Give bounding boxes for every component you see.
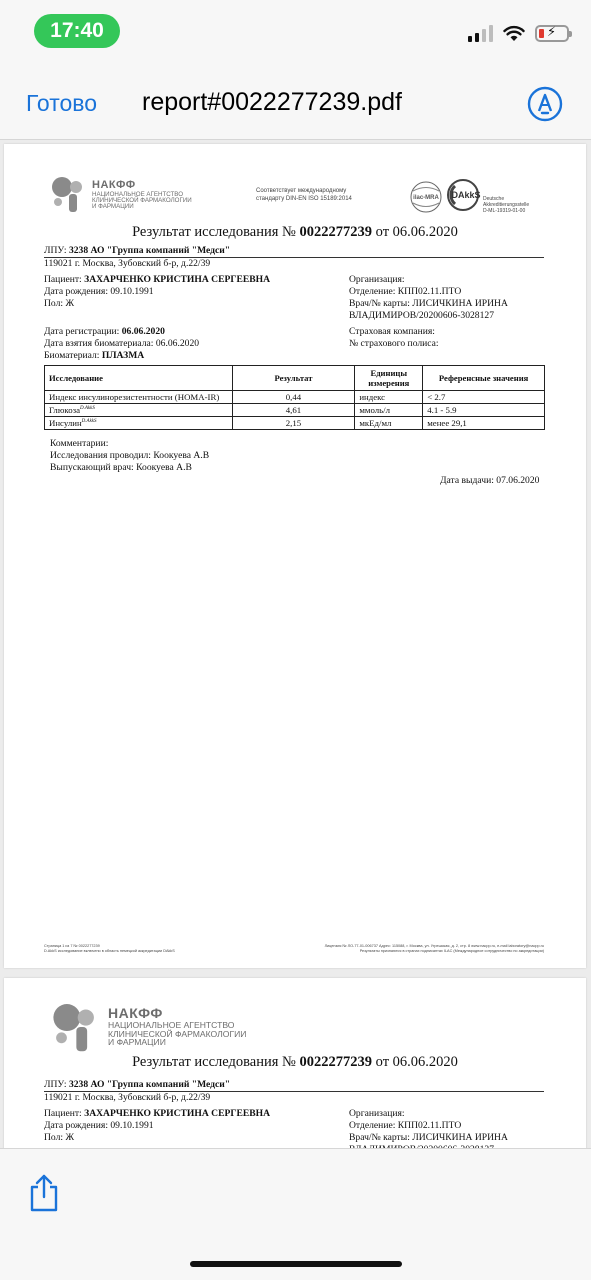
table-header-row: [45, 366, 545, 391]
test-units: мкЕд/мл: [355, 417, 423, 430]
biomaterial-label: Биоматериал:: [44, 350, 100, 361]
insurance-company: Страховая компания:: [349, 326, 435, 337]
lab-logo-icon: [48, 1000, 102, 1054]
department: Отделение: КПП02.11.ПТО: [349, 1120, 462, 1131]
pdf-viewer[interactable]: [0, 140, 591, 1148]
comments-label: Комментарии:: [50, 438, 109, 449]
accreditation-note: [256, 188, 366, 204]
patient-label: Пациент:: [44, 1108, 82, 1119]
column-header: Исследование: [45, 366, 233, 391]
birth-date: Дата рождения: 09.10.1991: [44, 286, 154, 297]
patient-sex: Пол: Ж: [44, 298, 75, 309]
ilac-mra-label: ilac-MRA: [413, 195, 439, 201]
footer-page-number: Страница 1 из 7 № 0022277239: [44, 944, 100, 948]
test-units: ммоль/л: [355, 404, 423, 417]
navigation-bar: [0, 62, 591, 140]
test-reference: менее 29,1: [423, 417, 545, 430]
status-bar: [0, 0, 591, 62]
report-number: 0022277239: [299, 224, 373, 240]
accreditation-line: стандарту DIN-EN ISO 15189:2014: [256, 195, 352, 202]
test-result: 4,61: [232, 404, 355, 417]
footer-accreditation-note: D.AkkS исследование включено в область немецкой аккредитации DAkkS: [44, 949, 175, 954]
patient-line: [44, 275, 270, 286]
markup-pen-icon[interactable]: [527, 86, 563, 122]
organization-label: Организация:: [349, 1108, 405, 1119]
table-row: [45, 404, 545, 417]
registration-date: [44, 327, 165, 338]
dakks-label: DAkkS: [451, 190, 481, 200]
bottom-toolbar: [0, 1148, 591, 1280]
dakks-sub: Deutsche: [483, 196, 505, 202]
accreditation-line: Соответствует международному: [256, 188, 347, 194]
test-result: 0,44: [232, 391, 355, 404]
lab-name-line: И ФАРМАЦИИ: [108, 1037, 166, 1048]
report-number: 0022277239: [299, 1054, 373, 1070]
lpu-value: 3238 АО "Группа компаний "Медси": [68, 245, 231, 256]
report-title-date: от 06.06.2020: [375, 224, 458, 240]
table-row: [45, 417, 545, 430]
test-name: Индекс инсулинорезистентности (HOMA-IR): [45, 391, 233, 404]
birth-date: Дата рождения: 09.10.1991: [44, 1120, 154, 1131]
column-header: Единицы измерения: [355, 366, 423, 391]
home-indicator[interactable]: [190, 1261, 402, 1267]
lpu-value: 3238 АО "Группа компаний "Медси": [68, 1079, 231, 1090]
dakks-sub: D-ML-19319-01-00: [483, 207, 526, 214]
test-reference: < 2.7: [423, 391, 545, 404]
status-time[interactable]: 17:40: [34, 14, 120, 48]
lpu-line: [44, 246, 230, 257]
table-row: [45, 391, 545, 404]
report-title: [4, 1054, 586, 1071]
lab-short-name: НАКФФ: [92, 179, 136, 191]
lpu-address: 119021 г. Москва, Зубовский б-р, д.22/39: [44, 258, 211, 269]
column-header: Референсные значения: [423, 366, 545, 391]
lab-name-line: КЛИНИЧЕСКОЙ ФАРМАКОЛОГИИ: [92, 197, 192, 205]
report-title-prefix: Результат исследования №: [132, 224, 296, 240]
patient-line: [44, 1109, 270, 1120]
department: Отделение: КПП02.11.ПТО: [349, 286, 462, 297]
ilac-mra-seal-icon: [408, 180, 444, 219]
test-name-cell: [45, 417, 233, 430]
patient-sex: Пол: Ж: [44, 1132, 75, 1143]
lab-logo: [48, 1000, 246, 1054]
page-footer: [44, 944, 544, 955]
test-reference: 4.1 - 5.9: [423, 404, 545, 417]
signal-icon: [468, 24, 493, 42]
released-by: Выпускающий врач: Коокуева А.В: [50, 462, 192, 473]
wifi-icon: [503, 25, 525, 42]
lpu-address: 119021 г. Москва, Зубовский б-р, д.22/39: [44, 1092, 211, 1103]
lab-short-name: НАКФФ: [108, 1005, 163, 1021]
share-icon[interactable]: [26, 1173, 62, 1213]
status-icons: [468, 24, 569, 42]
patient-name: ЗАХАРЧЕНКО КРИСТИНА СЕРГЕЕВНА: [84, 274, 271, 285]
accreditation-mark: D.AkkS: [81, 419, 97, 425]
pdf-page-1: [4, 144, 586, 968]
lab-logo-icon: [48, 174, 88, 214]
doctor-line: Врач/№ карты: ЛИСИЧКИНА ИРИНА: [349, 298, 508, 309]
lab-name-line: И ФАРМАЦИИ: [92, 203, 134, 211]
report-title: [4, 224, 586, 241]
sample-date: Дата взятия биоматериала: 06.06.2020: [44, 338, 200, 349]
lpu-label: ЛПУ:: [44, 245, 67, 256]
performed-by: Исследования проводил: Коокуева А.В: [50, 450, 210, 461]
battery-charging-icon: ⚡: [535, 25, 569, 42]
lab-name-line: КЛИНИЧЕСКОЙ ФАРМАКОЛОГИИ: [108, 1028, 247, 1039]
doctor-line: Врач/№ карты: ЛИСИЧКИНА ИРИНА: [349, 1132, 508, 1143]
test-result: 2,15: [232, 417, 355, 430]
lab-logo: [48, 174, 192, 214]
registration-value: 06.06.2020: [121, 326, 165, 337]
lab-name-line: НАЦИОНАЛЬНОЕ АГЕНТСТВО: [92, 191, 184, 198]
dakks-seal: [446, 178, 529, 214]
biomaterial-value: ПЛАЗМА: [101, 350, 145, 361]
patient-label: Пациент:: [44, 274, 82, 285]
dakks-sub: Akkreditierungsstelle: [483, 201, 530, 208]
footer-license: Лицензия № ЛО-77-01-006737 Адрес: 115088, г. Москва, ул. Угрешская, д. 2, стр. 8 www.nacpp.ru, e-mail laboratory@nacpp.ru: [324, 944, 544, 948]
accreditation-mark: D.AkkS: [80, 406, 95, 412]
lab-name-line: НАЦИОНАЛЬНОЕ АГЕНТСТВО: [108, 1020, 235, 1030]
test-name: Глюкоза: [49, 405, 80, 415]
organization-label: Организация:: [349, 274, 405, 285]
report-title-date: от 06.06.2020: [375, 1054, 458, 1070]
lpu-label: ЛПУ:: [44, 1079, 67, 1090]
lpu-line: [44, 1080, 230, 1091]
footer-ilac-note: Результаты признаются в странах подписантах ILAC (Международное сотрудничество по аккредитации): [359, 949, 544, 954]
document-title: report#0022277239.pdf: [142, 88, 402, 116]
doctor-line: ВЛАДИМИРОВ/20200606-3028127: [349, 310, 494, 321]
issue-date: Дата выдачи: 07.06.2020: [440, 475, 540, 486]
column-header: Результат: [232, 366, 355, 391]
patient-name: ЗАХАРЧЕНКО КРИСТИНА СЕРГЕЕВНА: [84, 1108, 271, 1119]
done-button[interactable]: Готово: [26, 90, 98, 116]
registration-label: Дата регистрации:: [44, 326, 120, 337]
biomaterial-line: [44, 351, 144, 362]
policy-number: № страхового полиса:: [349, 338, 439, 349]
results-table: [44, 365, 545, 430]
report-title-prefix: Результат исследования №: [132, 1054, 296, 1070]
test-name: Инсулин: [49, 418, 82, 428]
dakks-seal-icon: [446, 178, 480, 212]
test-name-cell: [45, 404, 233, 417]
test-units: индекс: [355, 391, 423, 404]
